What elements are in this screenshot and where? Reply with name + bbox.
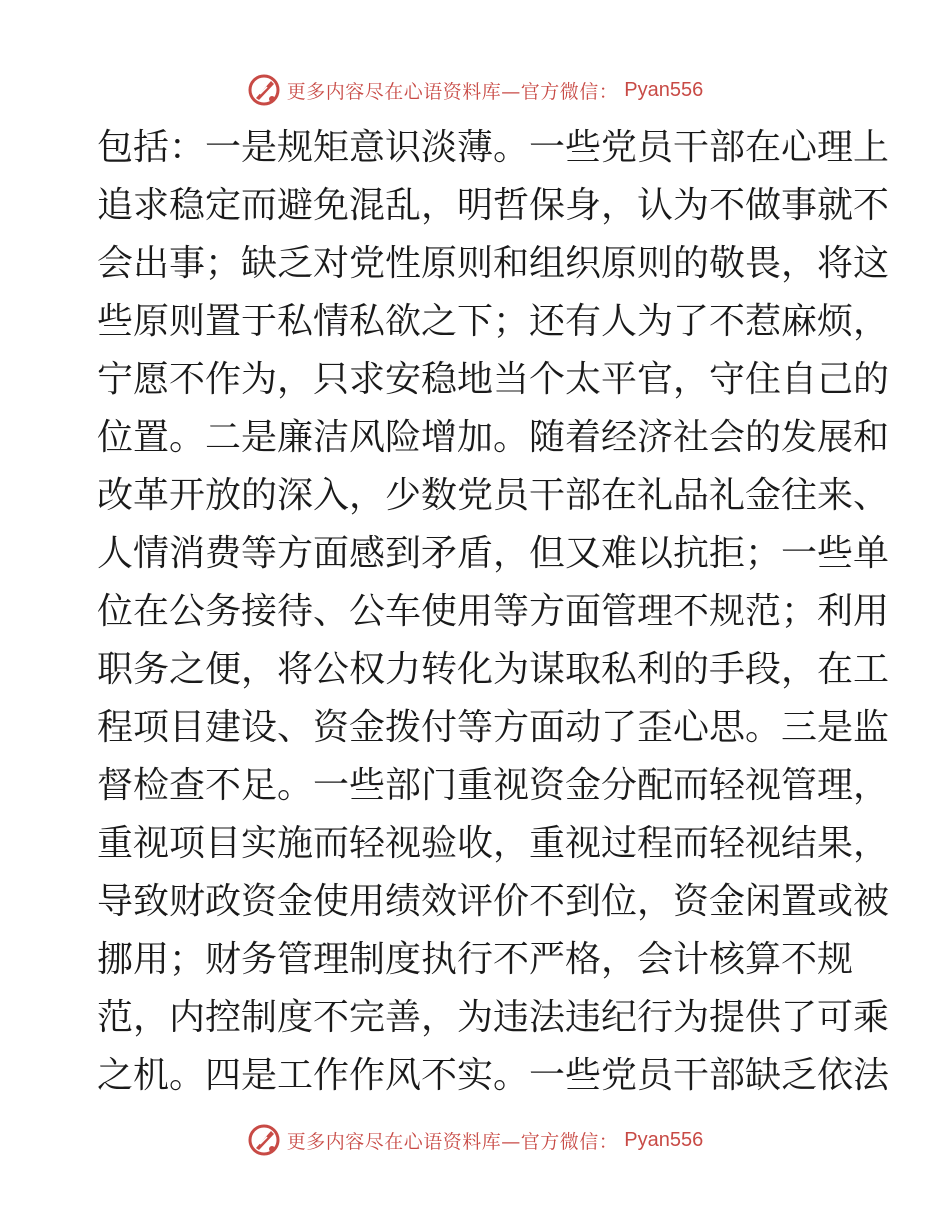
footer-watermark-banner	[0, 1120, 950, 1160]
body-line: 改革开放的深入，少数党员干部在礼品礼金往来、	[97, 475, 890, 516]
body-line: 重视项目实施而轻视验收，重视过程而轻视结果，	[97, 823, 890, 864]
body-line: 挪用；财务管理制度执行不严格，会计核算不规	[97, 939, 854, 980]
banner-handle: Pyan556	[624, 78, 704, 101]
body-line: 职务之便，将公权力转化为谋取私利的手段，在工	[97, 649, 890, 690]
body-line: 督检查不足。一些部门重视资金分配而轻视管理，	[97, 765, 890, 806]
feather-quill-logo-icon	[247, 1123, 281, 1157]
banner-text: 更多内容尽在心语资料库—官方微信：	[286, 80, 619, 103]
body-line: 位置。二是廉洁风险增加。随着经济社会的发展和	[97, 417, 890, 458]
header-watermark-banner	[0, 70, 950, 110]
body-line: 之机。四是工作作风不实。一些党员干部缺乏依法	[97, 1055, 890, 1096]
body-line: 人情消费等方面感到矛盾，但又难以抗拒；一些单	[97, 533, 890, 574]
banner-handle: Pyan556	[624, 1128, 704, 1151]
body-line: 追求稳定而避免混乱，明哲保身，认为不做事就不	[97, 185, 890, 226]
body-line: 包括：一是规矩意识淡薄。一些党员干部在心理上	[97, 127, 890, 168]
body-line: 程项目建设、资金拨付等方面动了歪心思。三是监	[97, 707, 890, 748]
feather-quill-logo-icon	[247, 73, 281, 107]
body-line: 宁愿不作为，只求安稳地当个太平官，守住自己的	[97, 359, 890, 400]
banner-text: 更多内容尽在心语资料库—官方微信：	[286, 1130, 619, 1153]
body-line: 些原则置于私情私欲之下；还有人为了不惹麻烦，	[97, 301, 890, 342]
body-line: 导致财政资金使用绩效评价不到位，资金闲置或被	[97, 881, 890, 922]
body-line: 位在公务接待、公车使用等方面管理不规范；利用	[97, 591, 890, 632]
body-line: 会出事；缺乏对党性原则和组织原则的敬畏，将这	[97, 243, 890, 284]
body-line: 范，内控制度不完善，为违法违纪行为提供了可乘	[97, 997, 890, 1038]
